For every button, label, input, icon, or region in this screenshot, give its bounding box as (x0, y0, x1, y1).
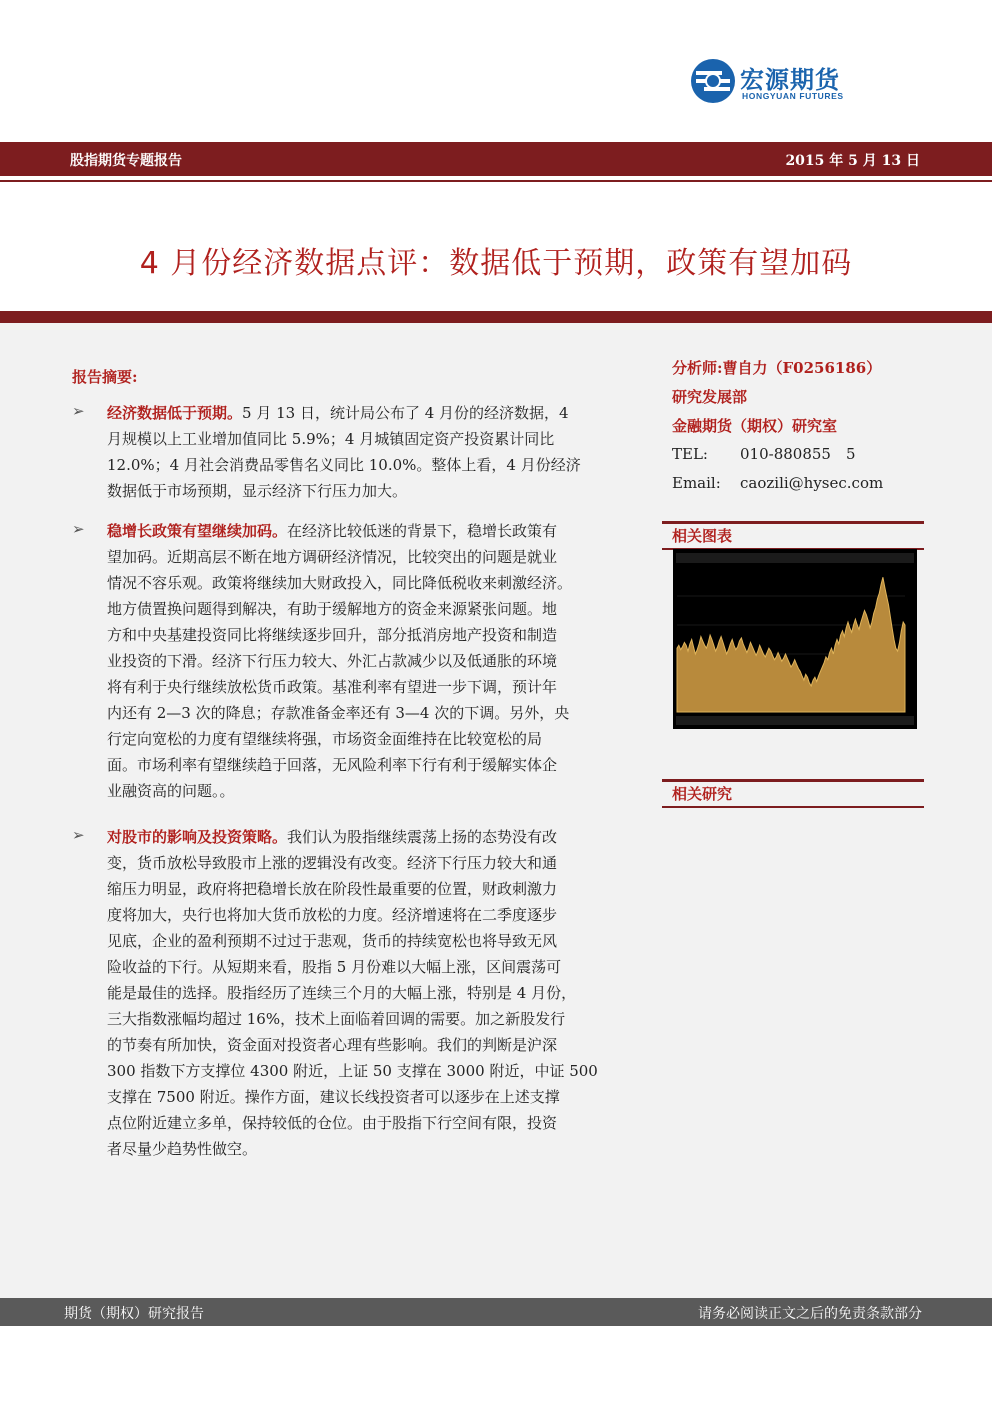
contact-block (672, 440, 942, 498)
summary-section-3: 对股市的影响及投资策略。我们认为股指继续震荡上扬的态势没有改 变，货币放松导致股市上涨的逻辑没有改变。经济下行压力较大和通 缩压力明显，政府将把稳增长放在阶段性最重要的位置，财政刺激力 度将加大，央行也将加大货币放松的力度。经济增速将在二季度逐步 见底，企业的盈利预期不过过于悲观，货币的持续宽松也将导致无风 险收益的下行。从短期来看，股指 5 月份难以大幅上涨，区间震荡可 能是最佳的选择。股指经历了连续三个月的大幅上涨，特别是 4 月份， 三大指数涨幅均超过 16%，技术上面临着回调的需要。加之新股发行 的节奏有所加快，资金面对投资者心理有些影响。我们的判断是沪深 300 指数下方支撑位 4300 附近，上证 50 支撑在 3000 附近，中证 500 支撑在 7500 附近。操作方面，建议长线投资者可以逐步在上述支撑 点位附近建立多单，保持较低的仓位。由于股指下行空间有限，投资 者尽量少趋势性做空。 (107, 828, 598, 1158)
report-date: 2015 年 5 月 13 日 (785, 153, 920, 169)
analyst-name: 分析师:曹自力（F0256186） (672, 359, 882, 377)
bullet-arrow-icon: ➢ (72, 402, 85, 420)
logo-text-cn: 宏源期货 (740, 66, 840, 94)
tel-row (672, 440, 942, 469)
chart-svg (673, 549, 917, 729)
summary-section-1: 经济数据低于预期。5 月 13 日，统计局公布了 4 月份的经济数据，4 月规模以上工业增加值同比 5.9%；4 月城镇固定资产投资累计同比 12.0%；4 月社会消费品零售名义同比 10.0%。整体上看，4 月份经济 数据低于市场预期，显示经济下行压力加大。 (107, 404, 581, 500)
logo-mark-icon (690, 58, 736, 104)
section-highlight: 对股市的影响及投资策略。 (107, 828, 288, 846)
related-research-heading: 相关研究 (662, 779, 924, 808)
email-row (672, 469, 942, 498)
footer-bar (0, 1298, 992, 1326)
header-divider (0, 180, 992, 182)
page-title: 4 月份经济数据点评：数据低于预期，政策有望加码 (139, 246, 853, 281)
logo-text-en: HONGYUAN FUTURES (742, 91, 844, 101)
chart-date-strip (676, 716, 914, 725)
summary-heading: 报告摘要: (72, 368, 138, 386)
header-bar (0, 142, 992, 176)
tel-value: 010-880855 5 (740, 445, 856, 463)
title-divider (0, 311, 992, 323)
tel-label: TEL: (672, 445, 708, 463)
section-highlight: 经济数据低于预期。 (107, 404, 243, 422)
footer-left-text: 期货（期权）研究报告 (64, 1306, 204, 1322)
bullet-arrow-icon: ➢ (72, 520, 85, 538)
email-value[interactable]: caozili@hysec.com (740, 474, 884, 492)
company-logo (690, 58, 870, 108)
chart-area-series (677, 577, 905, 712)
analyst-block (672, 354, 942, 441)
chart-info-strip (676, 553, 914, 563)
summary-section-2: 稳增长政策有望继续加码。在经济比较低迷的背景下，稳增长政策有 望加码。近期高层不断在地方调研经济情况，比较突出的问题是就业 情况不容乐观。政策将继续加大财政投入，同比降低税收来刺激经济。 地方债置换问题得到解决，有助于缓解地方的资金来源紧张问题。地 方和中央基建投资同比将继续逐步回升，部分抵消房地产投资和制造 业投资的下滑。经济下行压力较大、外汇占款减少以及低通胀的环境 将有利于央行继续放松货币政策。基准利率有望进一步下调，预计年 内还有 2—3 次的降息；存款准备金率还有 3—4 次的下调。另外，央 行定向宽松的力度有望继续将强，市场资金面维持在比较宽松的局 面。市场利率有望继续趋于回落，无风险利率下行有利于缓解实体企 业融资高的问题。。 (107, 522, 573, 800)
index-chart (673, 549, 917, 729)
footer-disclaimer: 请务必阅读正文之后的免责条款部分 (698, 1306, 922, 1322)
section-highlight: 稳增长政策有望继续加码。 (107, 522, 288, 540)
related-chart-heading: 相关图表 (662, 521, 924, 550)
analyst-lab: 金融期货（期权）研究室 (672, 417, 838, 435)
report-category: 股指期货专题报告 (70, 153, 182, 169)
email-label: Email: (672, 474, 721, 492)
bullet-arrow-icon: ➢ (72, 826, 85, 844)
analyst-dept: 研究发展部 (672, 388, 748, 406)
